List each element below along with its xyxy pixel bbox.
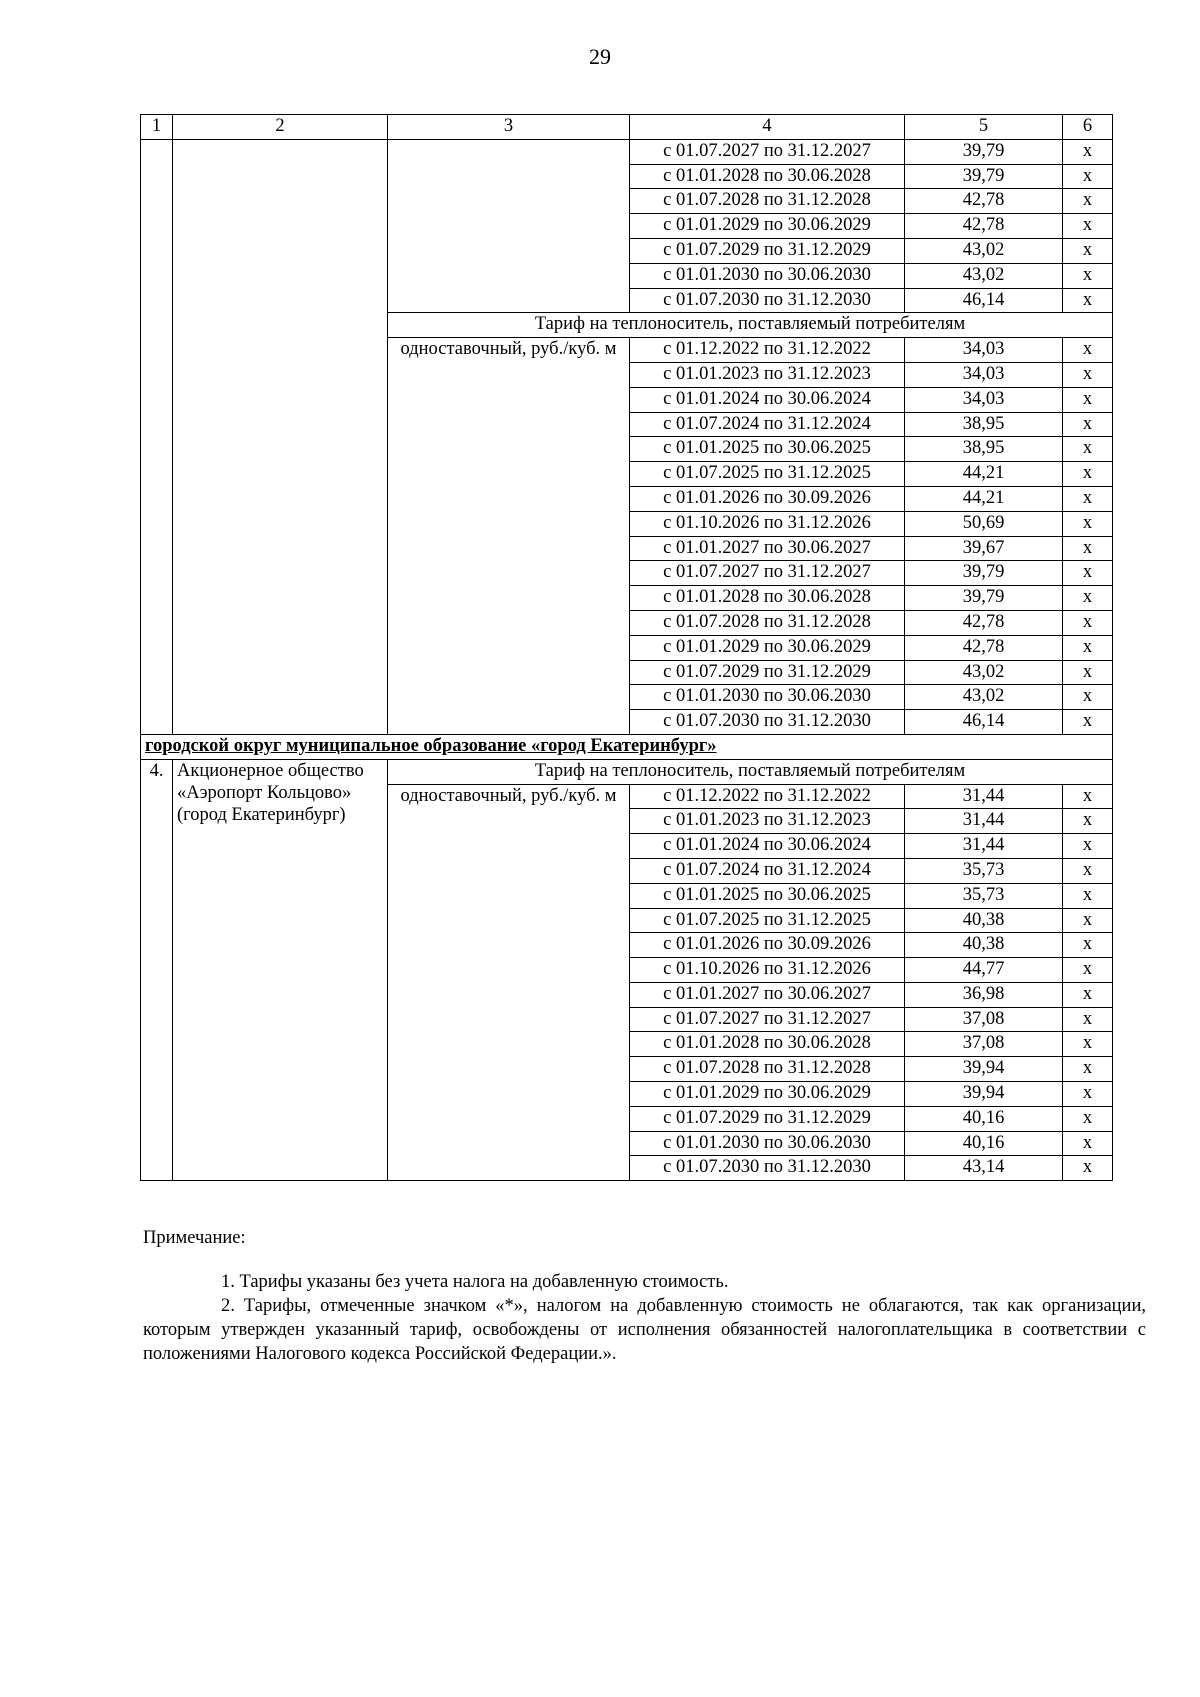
value-cell: 44,21 xyxy=(905,462,1063,487)
value-cell: 31,44 xyxy=(905,834,1063,859)
value-cell: 43,02 xyxy=(905,685,1063,710)
period-cell: с 01.12.2022 по 31.12.2022 xyxy=(630,338,905,363)
tariff-table xyxy=(140,114,1113,1181)
mark-cell: х xyxy=(1063,1131,1113,1156)
period-cell: с 01.07.2025 по 31.12.2025 xyxy=(630,462,905,487)
value-cell: 43,02 xyxy=(905,660,1063,685)
mark-cell: х xyxy=(1063,362,1113,387)
period-cell: с 01.01.2030 по 30.06.2030 xyxy=(630,685,905,710)
mark-cell: х xyxy=(1063,561,1113,586)
tariff-subheading: Тариф на теплоноситель, поставляемый потребителям xyxy=(388,313,1113,338)
mark-cell: х xyxy=(1063,858,1113,883)
header-cell: 4 xyxy=(630,115,905,140)
header-cell: 2 xyxy=(173,115,388,140)
mark-cell: х xyxy=(1063,1106,1113,1131)
period-cell: с 01.12.2022 по 31.12.2022 xyxy=(630,784,905,809)
value-cell: 35,73 xyxy=(905,883,1063,908)
value-cell: 44,21 xyxy=(905,486,1063,511)
period-cell: с 01.01.2028 по 30.06.2028 xyxy=(630,586,905,611)
value-cell: 44,77 xyxy=(905,958,1063,983)
period-cell: с 01.01.2024 по 30.06.2024 xyxy=(630,387,905,412)
period-cell: с 01.01.2027 по 30.06.2027 xyxy=(630,982,905,1007)
mark-cell: х xyxy=(1063,809,1113,834)
mark-cell: х xyxy=(1063,338,1113,363)
note-item: 1. Тарифы указаны без учета налога на добавленную стоимость. xyxy=(221,1272,729,1292)
mark-cell: х xyxy=(1063,536,1113,561)
value-cell: 34,03 xyxy=(905,362,1063,387)
value-cell: 38,95 xyxy=(905,437,1063,462)
period-cell: с 01.07.2027 по 31.12.2027 xyxy=(630,139,905,164)
period-cell: с 01.01.2023 по 31.12.2023 xyxy=(630,362,905,387)
value-cell: 40,16 xyxy=(905,1131,1063,1156)
value-cell: 46,14 xyxy=(905,288,1063,313)
mark-cell: х xyxy=(1063,685,1113,710)
value-cell: 31,44 xyxy=(905,809,1063,834)
period-cell: с 01.07.2030 по 31.12.2030 xyxy=(630,288,905,313)
mark-cell: х xyxy=(1063,982,1113,1007)
mark-cell: х xyxy=(1063,660,1113,685)
period-cell: с 01.07.2028 по 31.12.2028 xyxy=(630,1057,905,1082)
mark-cell: х xyxy=(1063,511,1113,536)
mark-cell: х xyxy=(1063,586,1113,611)
value-cell: 40,16 xyxy=(905,1106,1063,1131)
value-cell: 37,08 xyxy=(905,1032,1063,1057)
period-cell: с 01.07.2024 по 31.12.2024 xyxy=(630,412,905,437)
header-row xyxy=(141,115,1113,140)
period-cell: с 01.07.2030 по 31.12.2030 xyxy=(630,1156,905,1181)
value-cell: 31,44 xyxy=(905,784,1063,809)
mark-cell: х xyxy=(1063,710,1113,735)
tariff-type-cell: одноставочный, руб./куб. м xyxy=(388,784,630,1181)
value-cell: 34,03 xyxy=(905,387,1063,412)
note-item: 2. Тарифы, отмеченные значком «*», налогом на добавленную стоимость не облагаются, так как организации, которым утвержден указанный тариф, освобождены от исполнения обязанностей налогоплательщика в соответствии с положениями Налогового кодекса Российской Федерации.». xyxy=(143,1296,1146,1364)
header-cell: 6 xyxy=(1063,115,1113,140)
tariff-type-cell: одноставочный, руб./куб. м xyxy=(388,338,630,735)
period-cell: с 01.01.2026 по 30.09.2026 xyxy=(630,486,905,511)
period-cell: с 01.07.2027 по 31.12.2027 xyxy=(630,561,905,586)
value-cell: 42,78 xyxy=(905,635,1063,660)
period-cell: с 01.01.2029 по 30.06.2029 xyxy=(630,1082,905,1107)
mark-cell: х xyxy=(1063,933,1113,958)
value-cell: 39,94 xyxy=(905,1057,1063,1082)
mark-cell: х xyxy=(1063,238,1113,263)
tariff-table-body xyxy=(141,115,1113,1181)
period-cell: с 01.01.2030 по 30.06.2030 xyxy=(630,1131,905,1156)
header-cell: 1 xyxy=(141,115,173,140)
period-cell: с 01.07.2029 по 31.12.2029 xyxy=(630,1106,905,1131)
mark-cell: х xyxy=(1063,437,1113,462)
period-cell: с 01.01.2028 по 30.06.2028 xyxy=(630,164,905,189)
period-cell: с 01.01.2030 по 30.06.2030 xyxy=(630,263,905,288)
value-cell: 39,79 xyxy=(905,139,1063,164)
period-cell: с 01.01.2028 по 30.06.2028 xyxy=(630,1032,905,1057)
period-cell: с 01.07.2028 по 31.12.2028 xyxy=(630,189,905,214)
mark-cell: х xyxy=(1063,834,1113,859)
mark-cell: х xyxy=(1063,1082,1113,1107)
number-cell xyxy=(141,139,173,734)
value-cell: 43,14 xyxy=(905,1156,1063,1181)
mark-cell: х xyxy=(1063,139,1113,164)
tariff-subheading: Тариф на теплоноситель, поставляемый потребителям xyxy=(388,759,1113,784)
value-cell: 43,02 xyxy=(905,238,1063,263)
period-cell: с 01.01.2023 по 31.12.2023 xyxy=(630,809,905,834)
period-cell: с 01.01.2029 по 30.06.2029 xyxy=(630,214,905,239)
mark-cell: х xyxy=(1063,958,1113,983)
period-cell: с 01.07.2024 по 31.12.2024 xyxy=(630,858,905,883)
value-cell: 46,14 xyxy=(905,710,1063,735)
value-cell: 40,38 xyxy=(905,908,1063,933)
period-cell: с 01.07.2029 по 31.12.2029 xyxy=(630,660,905,685)
value-cell: 38,95 xyxy=(905,412,1063,437)
value-cell: 36,98 xyxy=(905,982,1063,1007)
mark-cell: х xyxy=(1063,486,1113,511)
value-cell: 43,02 xyxy=(905,263,1063,288)
value-cell: 39,79 xyxy=(905,164,1063,189)
mark-cell: х xyxy=(1063,1032,1113,1057)
mark-cell: х xyxy=(1063,164,1113,189)
mark-cell: х xyxy=(1063,1156,1113,1181)
number-cell: 4. xyxy=(141,759,173,1181)
period-cell: с 01.01.2024 по 30.06.2024 xyxy=(630,834,905,859)
value-cell: 40,38 xyxy=(905,933,1063,958)
period-cell: с 01.07.2027 по 31.12.2027 xyxy=(630,1007,905,1032)
value-cell: 39,94 xyxy=(905,1082,1063,1107)
org-row xyxy=(141,759,1113,784)
mark-cell: х xyxy=(1063,635,1113,660)
period-cell: с 01.10.2026 по 31.12.2026 xyxy=(630,958,905,983)
value-cell: 35,73 xyxy=(905,858,1063,883)
period-cell: с 01.07.2025 по 31.12.2025 xyxy=(630,908,905,933)
section-row xyxy=(141,734,1113,759)
mark-cell: х xyxy=(1063,1007,1113,1032)
table-row xyxy=(141,139,1113,164)
organization-cell xyxy=(173,139,388,734)
mark-cell: х xyxy=(1063,784,1113,809)
mark-cell: х xyxy=(1063,189,1113,214)
mark-cell: х xyxy=(1063,908,1113,933)
mark-cell: х xyxy=(1063,387,1113,412)
notes-title: Примечание: xyxy=(143,1228,246,1248)
value-cell: 39,67 xyxy=(905,536,1063,561)
period-cell: с 01.07.2029 по 31.12.2029 xyxy=(630,238,905,263)
header-cell: 3 xyxy=(388,115,630,140)
period-cell: с 01.07.2028 по 31.12.2028 xyxy=(630,610,905,635)
notes-list xyxy=(143,1270,1146,1366)
value-cell: 42,78 xyxy=(905,610,1063,635)
value-cell: 50,69 xyxy=(905,511,1063,536)
period-cell: с 01.10.2026 по 31.12.2026 xyxy=(630,511,905,536)
page-number: 29 xyxy=(589,44,611,69)
value-cell: 39,79 xyxy=(905,586,1063,611)
tariff-type-cell xyxy=(388,139,630,313)
period-cell: с 01.01.2027 по 30.06.2027 xyxy=(630,536,905,561)
period-cell: с 01.01.2025 по 30.06.2025 xyxy=(630,437,905,462)
section-title: городской округ муниципальное образование «город Екатеринбург» xyxy=(141,734,1113,759)
value-cell: 42,78 xyxy=(905,189,1063,214)
header-cell: 5 xyxy=(905,115,1063,140)
value-cell: 34,03 xyxy=(905,338,1063,363)
period-cell: с 01.01.2026 по 30.09.2026 xyxy=(630,933,905,958)
mark-cell: х xyxy=(1063,883,1113,908)
period-cell: с 01.01.2025 по 30.06.2025 xyxy=(630,883,905,908)
mark-cell: х xyxy=(1063,214,1113,239)
value-cell: 37,08 xyxy=(905,1007,1063,1032)
mark-cell: х xyxy=(1063,1057,1113,1082)
organization-cell: Акционерное общество «Аэропорт Кольцово» (город Екатеринбург) xyxy=(173,759,388,1181)
value-cell: 42,78 xyxy=(905,214,1063,239)
mark-cell: х xyxy=(1063,610,1113,635)
mark-cell: х xyxy=(1063,412,1113,437)
mark-cell: х xyxy=(1063,462,1113,487)
mark-cell: х xyxy=(1063,263,1113,288)
period-cell: с 01.07.2030 по 31.12.2030 xyxy=(630,710,905,735)
notes-section xyxy=(143,1226,1146,1250)
mark-cell: х xyxy=(1063,288,1113,313)
value-cell: 39,79 xyxy=(905,561,1063,586)
period-cell: с 01.01.2029 по 30.06.2029 xyxy=(630,635,905,660)
